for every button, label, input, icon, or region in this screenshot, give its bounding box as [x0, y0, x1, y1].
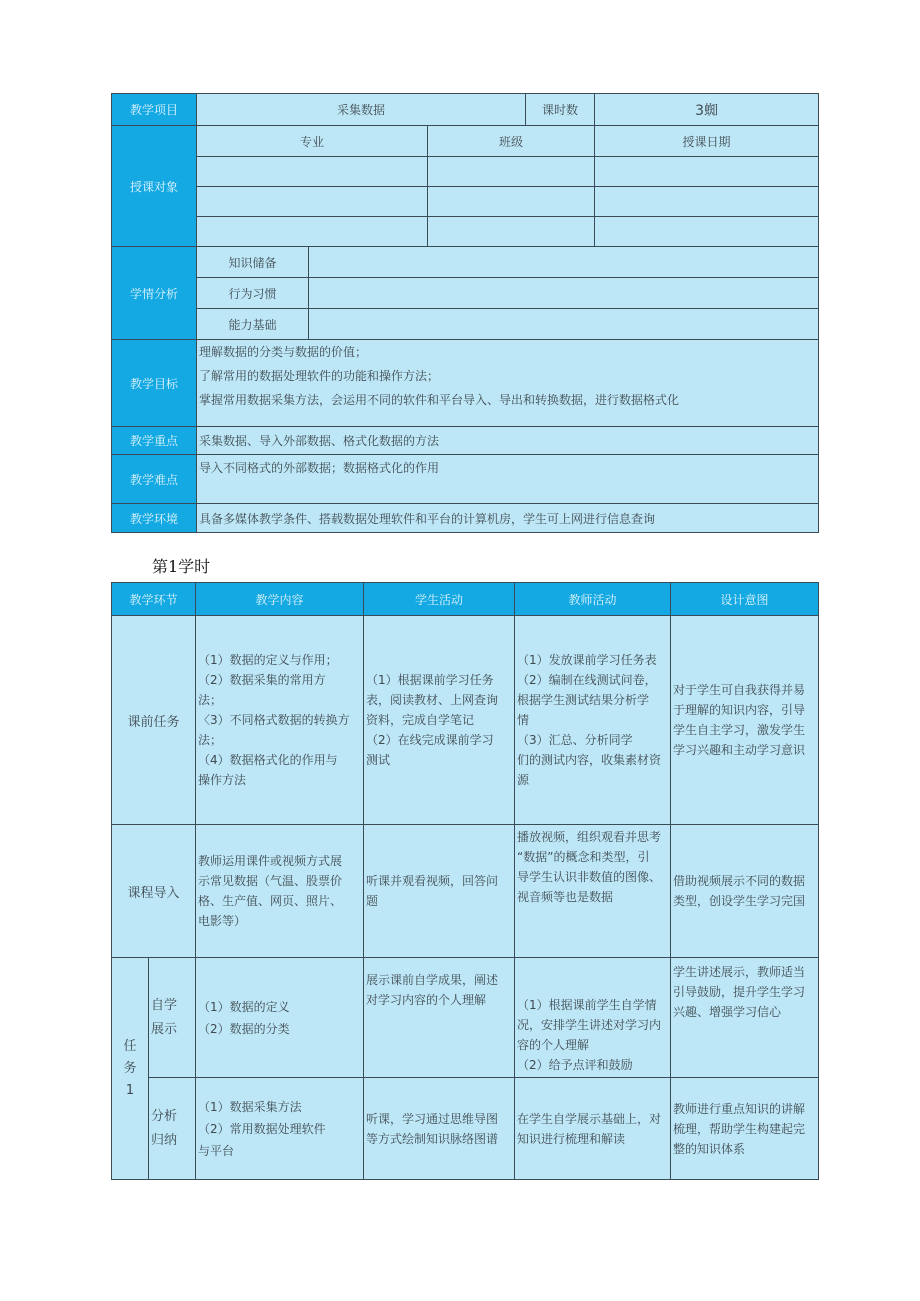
task1-show-student: 展示课前自学成果，阐述 对学习内容的个人理解: [364, 958, 515, 1078]
lesson-plan-table: [111, 582, 819, 1180]
audience-label: 授课对象: [112, 126, 197, 247]
analysis-value: [309, 247, 819, 278]
task1-analysis-intent: 教师进行重点知识的讲解 梳理，帮助学生构建起完 整的知识体系: [671, 1078, 819, 1180]
pre-task-teacher: （1）发放课前学习任务表 （2）编制在线测试问卷， 根据学生测试结果分析学 情 （3）汇总、分析同学 们的测试内容，收集素材资 源: [515, 616, 671, 825]
task1-show-teacher: （1）根据课前学生自学情 况，安排学生讲述对学习内 容的个人理解 （2）给予点评和鼓励: [515, 958, 671, 1078]
hours-value: 3蜘: [595, 94, 819, 126]
key-label: 教学重点: [112, 427, 197, 455]
overview-table: [111, 93, 819, 533]
header-content: 教学内容: [196, 583, 364, 616]
intro-teacher: 播放视频，组织观看并思考 “数据”的概念和类型，引 导学生认识非数值的图像、 视音频等也是数据: [515, 825, 671, 958]
analysis-value: [309, 309, 819, 340]
task1-analysis-label: 分析 归纳: [149, 1078, 196, 1180]
task1-analysis-student: 听课，学习通过思维导图 等方式绘制知识脉络图谱: [364, 1078, 515, 1180]
header-intent: 设计意图: [671, 583, 819, 616]
project-value: 采集数据: [197, 94, 526, 126]
header-student: 学生活动: [364, 583, 515, 616]
goal-line: 了解常用的数据处理软件的功能和操作方法；: [199, 369, 440, 383]
audience-cell: [428, 157, 595, 187]
pre-task-content: （1）数据的定义与作用； （2）数据采集的常用方 法； 〈3）不同格式数据的转换方 法； （4）数据格式化的作用与 操作方法: [196, 616, 364, 825]
period-title: 第1学时: [152, 557, 211, 576]
env-value: 具备多媒体教学条件、搭载数据处理软件和平台的计算机房，学生可上网进行信息查询: [197, 504, 819, 533]
audience-header-date: 授课日期: [595, 126, 819, 157]
audience-cell: [197, 217, 428, 247]
task1-show-intent: 学生讲述展示，教师适当 引导鼓励，提升学生学习 兴趣、增强学习信心: [671, 958, 819, 1078]
audience-header-class: 班级: [428, 126, 595, 157]
pre-task-intent: 对于学生可自我获得并易 于理解的知识内容，引导 学生自主学习，激发学生 学习兴趣和主动学习意识: [671, 616, 819, 825]
header-stage: 教学环节: [112, 583, 196, 616]
audience-cell: [595, 187, 819, 217]
task1-analysis-content: （1）数据采集方法 （2）常用数据处理软件 与平台: [196, 1078, 364, 1180]
hours-label: 课时数: [526, 94, 595, 126]
audience-cell: [428, 187, 595, 217]
project-label: 教学项目: [112, 94, 197, 126]
audience-cell: [428, 217, 595, 247]
audience-cell: [595, 217, 819, 247]
analysis-label: 学情分析: [112, 247, 197, 340]
task1-analysis-teacher: 在学生自学展示基础上，对 知识进行梳理和解读: [515, 1078, 671, 1180]
difficulty-label: 教学难点: [112, 455, 197, 504]
intro-intent: 借助视频展示不同的数据 类型，创设学生学习完国: [671, 825, 819, 958]
header-teacher: 教师活动: [515, 583, 671, 616]
analysis-item-habits: 行为习惯: [197, 278, 309, 309]
audience-header-major: 专业: [197, 126, 428, 157]
intro-student: 听课并观看视频，回答问 题: [364, 825, 515, 958]
analysis-item-knowledge: 知识储备: [197, 247, 309, 278]
task1-show-content: （1）数据的定义 （2）数据的分类: [196, 958, 364, 1078]
task1-label: 任 务 1: [112, 958, 149, 1180]
pre-task-student: （1）根据课前学习任务 表，阅读教材、上网查询 资料，完成自学笔记 （2）在线完成课前学习 测试: [364, 616, 515, 825]
analysis-value: [309, 278, 819, 309]
audience-cell: [197, 157, 428, 187]
audience-cell: [595, 157, 819, 187]
goals-label: 教学目标: [112, 340, 197, 427]
key-value: 采集数据、导入外部数据、格式化数据的方法: [197, 427, 819, 455]
goals-value: [197, 340, 819, 427]
difficulty-value: 导入不同格式的外部数据；数据格式化的作用: [197, 455, 819, 504]
intro-content: 教师运用课件或视频方式展 示常见数据（气温、股票价 格、生产值、网页、照片、 电影等）: [196, 825, 364, 958]
stage-intro: 课程导入: [112, 825, 196, 958]
goal-line: 理解数据的分类与数据的价值；: [199, 345, 368, 359]
goal-line: 掌握常用数据采集方法，会运用不同的软件和平台导入、导出和转换数据，进行数据格式化: [199, 393, 680, 407]
task1-show-label: 自学 展示: [149, 958, 196, 1078]
stage-pre-task: 课前任务: [112, 616, 196, 825]
env-label: 教学环境: [112, 504, 197, 533]
analysis-item-ability: 能力基础: [197, 309, 309, 340]
audience-cell: [197, 187, 428, 217]
